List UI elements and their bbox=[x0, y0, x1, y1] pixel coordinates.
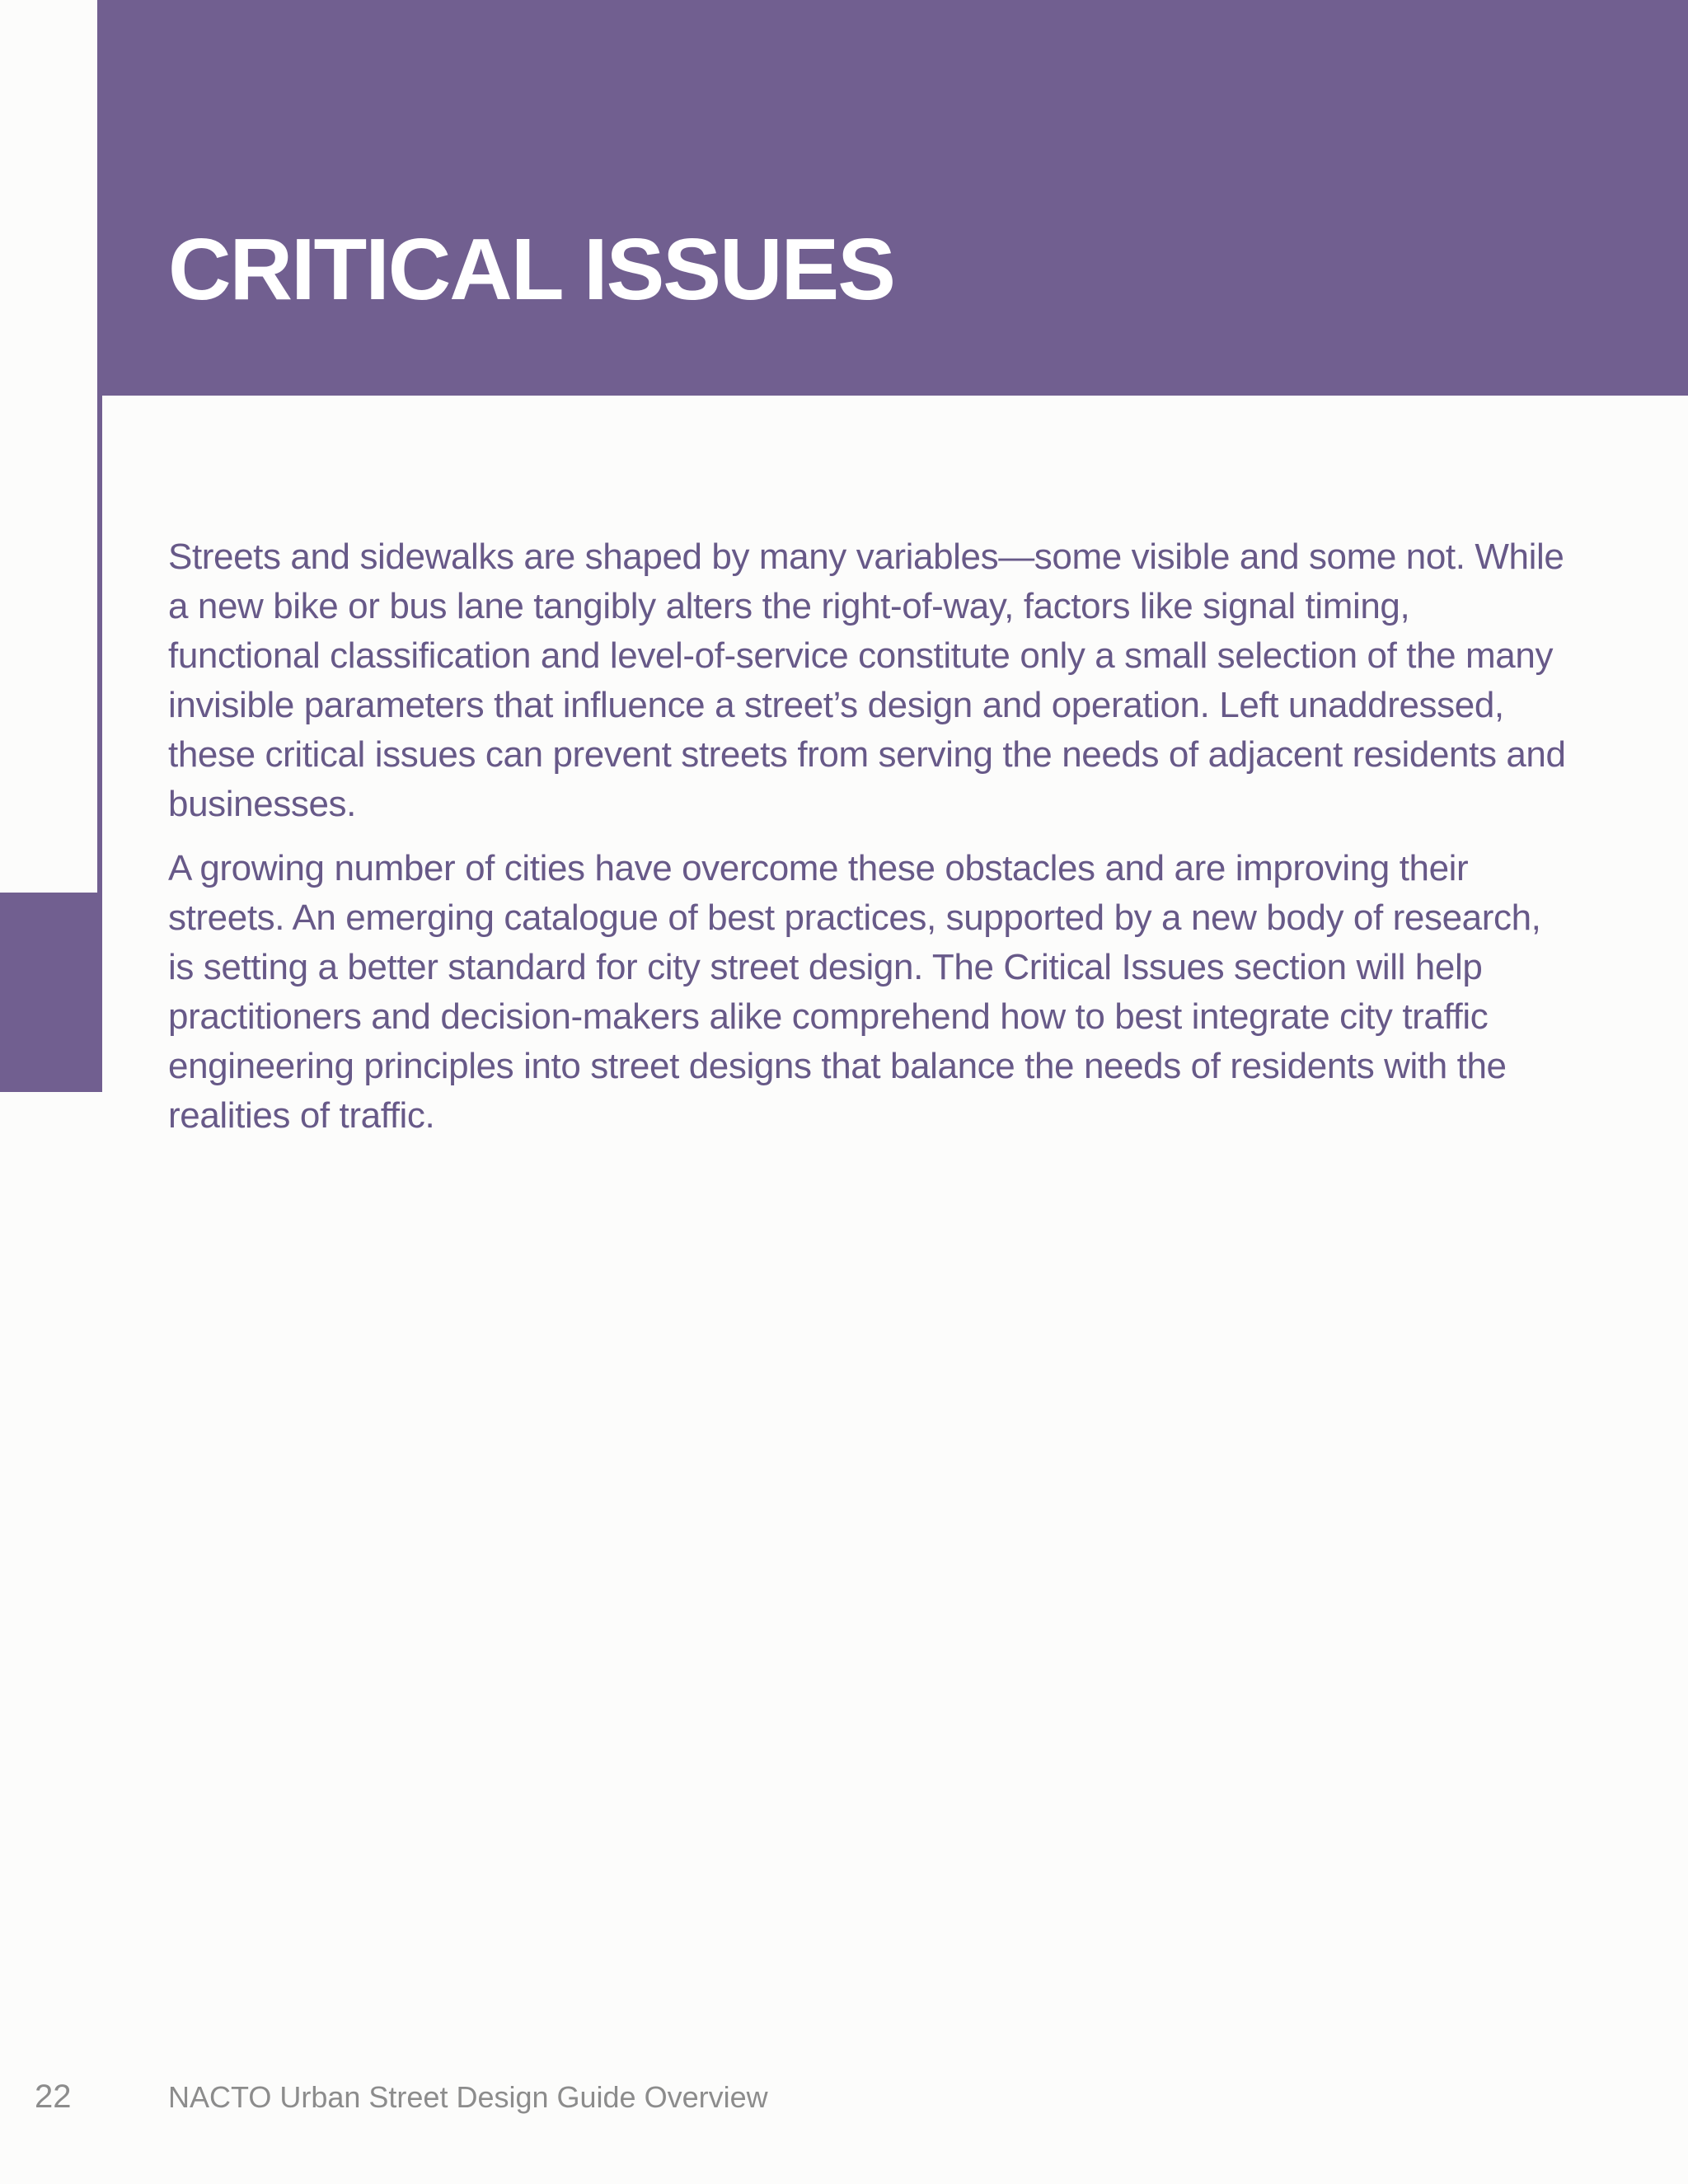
header-band bbox=[97, 0, 1688, 396]
body-paragraph-2: A growing number of cities have overcome these obstacles and are improving their streets. An emerging catalogue of best practices, supported by a new body of research, is setting a better standard for city street design. The Critical Issues section will help practitioners and decision-makers alike comprehend how to best integrate city traffic engineering principles into street designs that balance the needs of residents with the realities of traffic. bbox=[168, 848, 1541, 1136]
body-paragraph-1: Streets and sidewalks are shaped by many variables—some visible and some not. While a new bike or bus lane tangibly alters the right-of-way, factors like signal timing, functional classification and level-of-service constitute only a small selection of the many invisible parameters that influence a street’s design and operation. Left unaddressed, these critical issues can prevent streets from serving the needs of adjacent residents and businesses. bbox=[168, 537, 1566, 824]
side-tab-marker bbox=[0, 893, 102, 1092]
body-text bbox=[168, 532, 1569, 1155]
page-number: 22 bbox=[35, 2079, 72, 2115]
page-title: CRITICAL ISSUES bbox=[168, 221, 894, 318]
footer-publication-title: NACTO Urban Street Design Guide Overview bbox=[168, 2080, 768, 2114]
